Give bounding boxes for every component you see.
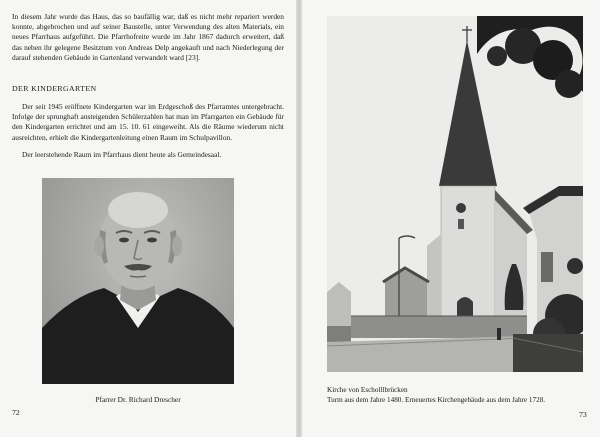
paragraph-pfarrhaus: In diesem Jahr wurde das Haus, das so baufällig war, daß es nicht mehr repariert werden konnte, abgebrochen und auf seiner Baustelle, unter Verwendung des alten Materials, ein neues Pfarrhaus aufgeführt. Die Pfarrhofreite wurde im Jahr 1867 dadurch erweitert, daß das neben ihr gelegene Besitztum von Andreas Delp angekauft und nach Niederlegung der darauf stehenden Gebäude in Gartenland verwandelt ward [23]. xyxy=(12,12,284,62)
portrait-photo xyxy=(42,178,234,384)
church-caption xyxy=(327,385,591,405)
paragraph-kindergarten: Der seit 1945 eröffnete Kindergarten war im Erdgeschoß des Pfarramtes untergebracht. Infolge der sprunghaft ansteigenden Schülerzahlen hat man im Pfarrgarten ein Gebäude für den Kindergarten errichtet und am 15. 10. 61 eingeweiht. Als die Räume wiederum nicht ausreichten, erhielt die Kindergartenleitung einen Raum im Schulpavillon. xyxy=(12,102,284,142)
left-page xyxy=(0,0,298,437)
page-number-right: 73 xyxy=(579,410,587,419)
portrait-caption: Pfarrer Dr. Richard Drescher xyxy=(95,395,181,404)
paragraph-gemeindesaal: Der leerstehende Raum im Pfarrhaus dient heute als Gemeindesaal. xyxy=(22,150,222,159)
portrait-illustration xyxy=(42,178,234,384)
church-caption-title: Kirche von Escholllbrücken xyxy=(327,386,408,394)
church-photo xyxy=(327,16,583,372)
page-number-left: 72 xyxy=(12,408,20,417)
church-caption-detail: Turm aus dem Jahre 1480. Erneuertes Kirchengebäude aus dem Jahre 1728. xyxy=(327,396,546,405)
church-illustration xyxy=(327,16,583,372)
section-heading: DER KINDERGARTEN xyxy=(12,84,97,93)
